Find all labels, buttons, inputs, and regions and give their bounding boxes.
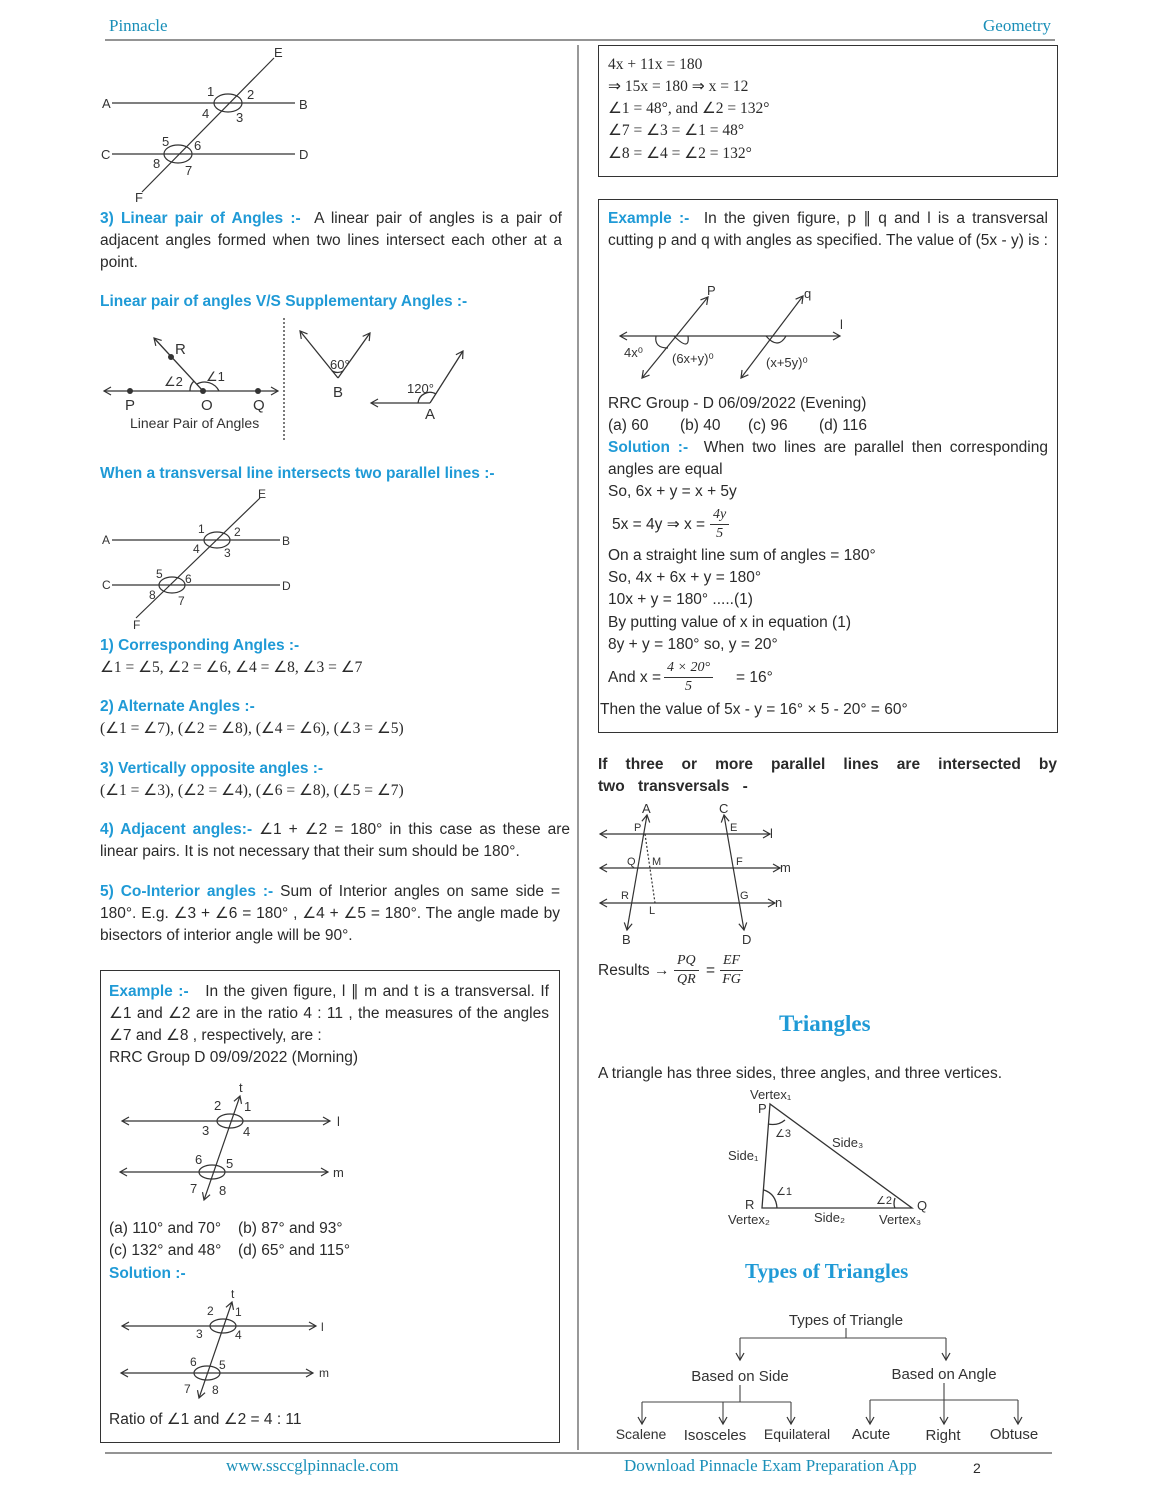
option-c: (c) 132° and 48° xyxy=(109,1242,222,1259)
angle-1-label: ∠1 xyxy=(206,369,225,384)
label-l: l xyxy=(770,826,773,841)
label-m: m xyxy=(319,1366,329,1380)
label-l: l xyxy=(337,1114,340,1129)
angle-5: 5 xyxy=(162,134,170,149)
angle-5: 5 xyxy=(219,1358,226,1372)
example2-question xyxy=(608,208,1048,252)
example1-text: In the given figure, l ∥ m and t is a transversal. If ∠1 and ∠2 are in the ratio 4 : 11 , the measures of the angles ∠7 and ∠8 , respectively, are : xyxy=(109,983,549,1044)
label-l: l xyxy=(321,1320,324,1334)
footer-website[interactable]: www.ssccglpinnacle.com xyxy=(226,1456,399,1475)
solution-line-2: ⇒ 15x = 180 ⇒ x = 12 xyxy=(608,78,749,95)
angle-6: 6 xyxy=(185,572,192,586)
result-num1: PQ xyxy=(674,952,699,971)
label-e: E xyxy=(274,45,283,60)
vertically-opposite-heading: 3) Vertically opposite angles :- xyxy=(100,760,324,777)
label-f: F xyxy=(133,618,141,632)
frac2-denominator: 5 xyxy=(685,679,693,694)
three-parallel-text: If three or more parallel lines are intersected by two transversals - xyxy=(598,756,1057,795)
triangles-title: Triangles xyxy=(779,1011,871,1036)
adjacent-paragraph xyxy=(100,819,570,863)
label-b: B xyxy=(333,384,344,401)
label-t: t xyxy=(239,1080,243,1095)
solution-line-5: ∠8 = ∠4 = ∠2 = 132° xyxy=(608,145,752,162)
example1-solution-label: Solution :- xyxy=(109,1265,186,1282)
frac2 xyxy=(664,659,713,696)
parallel-lines-diagram-1 xyxy=(112,58,295,192)
label-d: D xyxy=(742,932,752,947)
label-p: P xyxy=(634,822,642,834)
diagram-caption: Linear Pair of Angles xyxy=(130,415,260,431)
example2-option-c: (c) 96 xyxy=(748,417,788,434)
angle-3: 3 xyxy=(224,546,231,560)
header-brand: Pinnacle xyxy=(109,16,168,35)
angle-2: ∠2 xyxy=(876,1195,892,1207)
label-p: P xyxy=(125,397,136,414)
tree-leaf-right: Right xyxy=(925,1427,961,1444)
co-interior-paragraph xyxy=(100,881,560,947)
label-d: D xyxy=(299,147,309,162)
frac2-suffix: = 16° xyxy=(736,669,773,686)
transversal-heading: When a transversal line intersects two parallel lines :- xyxy=(100,465,495,482)
angle-3: ∠3 xyxy=(775,1128,791,1140)
page-number: 2 xyxy=(973,1460,981,1476)
example2-final: Then the value of 5x - y = 16° × 5 - 20° = 60° xyxy=(600,701,908,718)
example2-solution-text: When two lines are parallel then corresponding angles are equal xyxy=(608,439,1048,478)
angle-2: 2 xyxy=(214,1098,222,1113)
label-b: B xyxy=(622,932,631,947)
label-a: A xyxy=(102,533,111,547)
example2-source: RRC Group - D 06/09/2022 (Evening) xyxy=(608,395,867,412)
angle-120-label: 120° xyxy=(407,381,434,396)
angle-8: 8 xyxy=(212,1383,219,1397)
angle-1: 1 xyxy=(198,522,205,536)
example1-question xyxy=(109,981,549,1047)
tree-leaf-acute: Acute xyxy=(851,1426,891,1443)
label-o: O xyxy=(201,397,213,414)
tree-root: Types of Triangle xyxy=(788,1312,904,1329)
three-parallels-diagram xyxy=(600,815,783,930)
frac2-prefix: And x = xyxy=(608,669,661,686)
adjacent-heading: 4) Adjacent angles:- xyxy=(100,821,253,838)
example1-ratio: Ratio of ∠1 and ∠2 = 4 : 11 xyxy=(109,1411,302,1428)
label-p: P xyxy=(758,1101,767,1116)
label-a: A xyxy=(102,96,111,111)
label-m-point: M xyxy=(652,856,662,868)
triangles-intro: A triangle has three sides, three angles, and three vertices. xyxy=(598,1065,1003,1082)
angle-6x-y: (6x+y)⁰ xyxy=(672,351,714,366)
header-subject: Geometry xyxy=(983,16,1051,35)
result-den1: QR xyxy=(677,972,696,987)
label-c: C xyxy=(102,578,111,592)
label-vertex1: Vertex₁ xyxy=(750,1087,792,1102)
adjacent-text: ∠1 + ∠2 = 180° in this case as these are linear pairs. It is not necessary that their sum should be 180°. xyxy=(100,821,570,860)
frac1-numerator: 4y xyxy=(710,506,729,525)
angle-7: 7 xyxy=(178,594,185,608)
solution-line-4: ∠7 = ∠3 = ∠1 = 48° xyxy=(608,122,745,139)
angle-7: 7 xyxy=(184,1382,191,1396)
linear-pair-heading: 3) Linear pair of Angles :- xyxy=(100,210,301,227)
frac1-denominator: 5 xyxy=(716,526,724,541)
label-vertex2: Vertex₂ xyxy=(728,1212,770,1227)
types-title: Types of Triangles xyxy=(745,1259,909,1283)
label-q: Q xyxy=(253,397,265,414)
step-2: On a straight line sum of angles = 180° xyxy=(608,547,876,564)
result-frac-pq-qr xyxy=(674,952,699,989)
label-b: B xyxy=(299,97,308,112)
angle-5: 5 xyxy=(156,567,163,581)
label-e: E xyxy=(730,822,738,834)
step-4: 10x + y = 180° .....(1) xyxy=(608,591,753,608)
angle-2-label: ∠2 xyxy=(164,374,183,389)
step-1: So, 6x + y = x + 5y xyxy=(608,483,737,500)
angle-2: 2 xyxy=(247,87,255,102)
alternate-text: (∠1 = ∠7), (∠2 = ∠8), (∠4 = ∠6), (∠3 = ∠5) xyxy=(100,720,404,737)
corresponding-text: ∠1 = ∠5, ∠2 = ∠6, ∠4 = ∠8, ∠3 = ∠7 xyxy=(100,659,363,676)
angle-1: 1 xyxy=(244,1099,252,1114)
angle-7: 7 xyxy=(190,1181,198,1196)
label-a: A xyxy=(642,801,651,816)
angle-1: 1 xyxy=(207,84,215,99)
option-a: (a) 110° and 70° xyxy=(109,1220,222,1237)
linear-pair-paragraph xyxy=(100,208,562,274)
angle-1: ∠1 xyxy=(776,1186,792,1198)
frac2-numerator: 4 × 20° xyxy=(664,659,713,678)
label-vertex3: Vertex₃ xyxy=(879,1212,922,1227)
angle-5: 5 xyxy=(226,1156,234,1171)
label-side2: Side₂ xyxy=(814,1210,846,1225)
angle-7: 7 xyxy=(185,163,193,178)
tree-leaf-obtuse: Obtuse xyxy=(989,1426,1039,1443)
vertically-opposite-text: (∠1 = ∠3), (∠2 = ∠4), (∠6 = ∠8), (∠5 = ∠7) xyxy=(100,782,404,799)
angle-3: 3 xyxy=(236,110,244,125)
angle-6: 6 xyxy=(194,138,202,153)
label-e: E xyxy=(258,487,267,501)
label-d: D xyxy=(282,579,291,593)
label-c: C xyxy=(101,147,111,162)
solution-line-1: 4x + 11x = 180 xyxy=(608,56,703,73)
co-interior-text: Sum of Interior angles on same side = 180°. E.g. ∠3 + ∠6 = 180° , ∠4 + ∠5 = 180°. The angle made by bisectors of interior angle will be 90°. xyxy=(100,883,560,944)
angle-2: 2 xyxy=(207,1304,214,1318)
angle-4: 4 xyxy=(243,1124,251,1139)
angle-4: 4 xyxy=(235,1328,242,1342)
solution-line-3: ∠1 = 48°, and ∠2 = 132° xyxy=(608,100,770,117)
example1-source: RRC Group D 09/09/2022 (Morning) xyxy=(109,1049,358,1066)
step-3: So, 4x + 6x + y = 180° xyxy=(608,569,762,586)
label-n: n xyxy=(775,895,783,910)
angle-8: 8 xyxy=(219,1183,227,1198)
tree-leaf-scalene: Scalene xyxy=(615,1426,667,1442)
tree-leaf-isosceles: Isosceles xyxy=(683,1427,747,1444)
example2-text: In the given figure, p ∥ q and l is a transversal cutting p and q with angles as specified. The value of (5x - y) is : xyxy=(608,210,1048,249)
label-m: m xyxy=(333,1165,344,1180)
example2-label: Example :- xyxy=(608,210,690,227)
tree-branch-side: Based on Side xyxy=(691,1368,789,1385)
co-interior-heading: 5) Co-Interior angles :- xyxy=(100,883,274,900)
label-l: l xyxy=(840,317,843,332)
step-6: 8y + y = 180° so, y = 20° xyxy=(608,636,778,653)
angle-2: 2 xyxy=(234,525,241,539)
label-q: Q xyxy=(627,856,636,868)
label-f: F xyxy=(736,856,743,868)
frac1-prefix: 5x = 4y ⇒ x = xyxy=(612,516,706,533)
label-p: P xyxy=(707,283,716,298)
result-den2: FG xyxy=(722,972,741,987)
option-d: (d) 65° and 115° xyxy=(238,1242,351,1259)
frac1 xyxy=(710,506,729,543)
result-num2: EF xyxy=(720,952,743,971)
example1-label: Example :- xyxy=(109,983,189,1000)
label-q: Q xyxy=(917,1198,928,1213)
footer-app-link[interactable]: Download Pinnacle Exam Preparation App xyxy=(624,1456,917,1475)
label-q: q xyxy=(804,286,812,301)
angle-6: 6 xyxy=(190,1355,197,1369)
corresponding-heading: 1) Corresponding Angles :- xyxy=(100,637,300,654)
example2-solution xyxy=(608,437,1048,481)
label-t: t xyxy=(231,1287,235,1301)
linear-pair-text: A linear pair of angles is a pair of adjacent angles formed when two lines intersect each other at a point. xyxy=(100,210,562,271)
alternate-heading: 2) Alternate Angles :- xyxy=(100,698,255,715)
parallel-lines-diagram-2 xyxy=(112,498,280,618)
label-r: R xyxy=(621,890,629,902)
angle-60-label: 60° xyxy=(330,357,350,372)
tree-leaf-equilateral: Equilateral xyxy=(763,1426,831,1442)
tree-branch-angle: Based on Angle xyxy=(891,1366,997,1383)
label-side1: Side₁ xyxy=(728,1148,759,1163)
angle-3: 3 xyxy=(196,1327,203,1341)
example2-option-d: (d) 116 xyxy=(819,417,867,434)
result-frac-ef-fg xyxy=(720,952,743,989)
example2-solution-label: Solution :- xyxy=(608,439,689,456)
angle-x-5y: (x+5y)⁰ xyxy=(766,355,808,370)
angle-4: 4 xyxy=(193,542,200,556)
angle-6: 6 xyxy=(195,1152,203,1167)
angle-4x: 4x⁰ xyxy=(624,345,643,360)
angle-3: 3 xyxy=(202,1123,210,1138)
label-f: F xyxy=(135,190,143,205)
label-a: A xyxy=(425,406,436,423)
linear-vs-supplementary-heading: Linear pair of angles V/S Supplementary Angles :- xyxy=(100,293,468,310)
example2-option-a: (a) 60 xyxy=(608,417,649,434)
angle-8: 8 xyxy=(149,588,156,602)
label-side3: Side₃ xyxy=(832,1135,864,1150)
label-c: C xyxy=(719,801,729,816)
step-5: By putting value of x in equation (1) xyxy=(608,614,851,631)
results-prefix: Results → xyxy=(598,962,670,979)
angle-4: 4 xyxy=(202,106,210,121)
label-l-point: L xyxy=(649,905,656,917)
option-b: (b) 87° and 93° xyxy=(238,1220,343,1237)
angle-1: 1 xyxy=(235,1305,242,1319)
example2-option-b: (b) 40 xyxy=(680,417,721,434)
label-r: R xyxy=(175,341,186,358)
label-g: G xyxy=(740,890,749,902)
label-m: m xyxy=(780,860,791,875)
result-equals: = xyxy=(706,962,716,979)
label-b: B xyxy=(282,534,291,548)
angle-8: 8 xyxy=(153,156,161,171)
label-r: R xyxy=(745,1197,755,1212)
